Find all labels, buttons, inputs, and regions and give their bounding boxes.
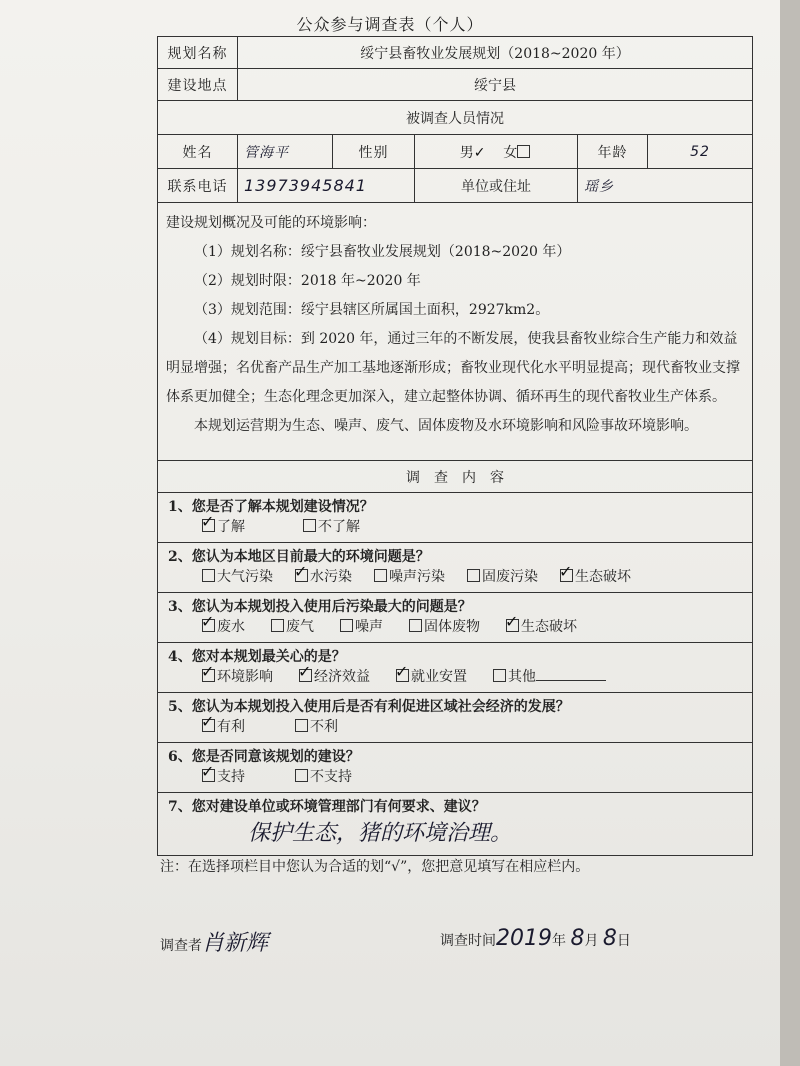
question-7-text: 7、您对建设单位或环境管理部门有何要求、建议？ [168, 799, 486, 815]
checkbox-checked-icon[interactable] [202, 619, 215, 632]
question-6-text: 6、您是否同意该规划的建设？ [168, 749, 360, 765]
checkbox-checked-icon[interactable] [396, 669, 409, 682]
question-3-options [168, 617, 742, 637]
phone-row [158, 169, 753, 203]
month-unit: 月 [584, 933, 599, 949]
option-q2-4[interactable]: 固废污染 [467, 567, 538, 587]
survey-heading: 调 查 内 容 [158, 461, 753, 493]
survey-heading-row [158, 461, 753, 493]
time-label: 调查时间 [440, 933, 496, 949]
survey-date [440, 926, 631, 951]
description-heading: 建设规划概况及可能的环境影响： [166, 215, 376, 231]
question-4-text: 4、您对本规划最关心的是？ [168, 649, 346, 665]
question-3-text: 3、您认为本规划投入使用后污染最大的问题是？ [168, 599, 472, 615]
option-q1-1[interactable]: ✓了解 [202, 517, 245, 537]
option-q3-5[interactable]: ✓ 生态破坏 [506, 617, 577, 637]
option-q3-3[interactable]: 噪声 [340, 617, 383, 637]
name-value: 管海平 [238, 135, 333, 169]
description-cell [158, 203, 753, 461]
description-item-3: （3）规划范围：绥宁县辖区所属国土面积，2927km2。 [194, 302, 550, 318]
option-q2-1[interactable]: 大气污染 [202, 567, 273, 587]
site-row [158, 69, 753, 101]
age-label: 年龄 [578, 135, 648, 169]
checkbox-checked-icon[interactable] [299, 669, 312, 682]
plan-name-value: 绥宁县畜牧业发展规划（2018~2020 年） [238, 37, 753, 69]
year-value: 2019 [496, 926, 552, 951]
day-value: 8 [602, 926, 617, 951]
checkbox-icon[interactable] [271, 619, 284, 632]
description-item-5: 本规划运营期为生态、噪声、废气、固体废物及水环境影响和风险事故环境影响。 [194, 418, 698, 434]
day-unit: 日 [616, 933, 631, 949]
checkbox-checked-icon[interactable] [202, 769, 215, 782]
question-2-options [168, 567, 742, 587]
option-q1-2[interactable]: 不了解 [303, 517, 360, 537]
site-value: 绥宁县 [238, 69, 753, 101]
checkbox-icon[interactable] [202, 569, 215, 582]
option-q4-4[interactable]: 其他 [493, 667, 606, 687]
question-row-5 [158, 693, 753, 743]
option-q3-2[interactable]: 废气 [271, 617, 314, 637]
question-5-text: 5、您认为本规划投入使用后是否有利促进区域社会经济的发展？ [168, 699, 570, 715]
gender-options [415, 135, 578, 169]
option-q2-5[interactable]: ✓ 生态破坏 [560, 567, 631, 587]
question-row-7 [158, 793, 753, 856]
checkbox-icon[interactable] [467, 569, 480, 582]
checkmark-icon: ✓ [473, 144, 486, 161]
phone-value: 13973945841 [238, 169, 415, 203]
site-label: 建设地点 [158, 69, 238, 101]
option-q3-4[interactable]: 固体废物 [409, 617, 480, 637]
footnote: 注：在选择项栏目中您认为合适的划“√”，您把意见填写在相应栏内。 [160, 859, 590, 875]
option-q2-3[interactable]: 噪声污染 [374, 567, 445, 587]
checkbox-checked-icon[interactable] [506, 619, 519, 632]
gender-female: 女 [503, 144, 518, 161]
option-q5-2[interactable]: 不利 [295, 717, 338, 737]
checkbox-icon[interactable] [303, 519, 316, 532]
option-q4-3[interactable]: ✓ 就业安置 [396, 667, 467, 687]
description-item-2: （2）规划时限：2018 年~2020 年 [194, 273, 421, 289]
checkbox-checked-icon[interactable] [202, 519, 215, 532]
description-row [158, 203, 753, 461]
year-unit: 年 [552, 933, 566, 949]
name-row [158, 135, 753, 169]
question-1-options [168, 517, 742, 537]
checkbox-icon[interactable] [295, 769, 308, 782]
description-item-1: （1）规划名称：绥宁县畜牧业发展规划（2018~2020 年） [194, 244, 571, 260]
checkbox-checked-icon[interactable] [202, 669, 215, 682]
plan-name-row [158, 37, 753, 69]
question-row-6 [158, 743, 753, 793]
age-value: 52 [648, 135, 753, 169]
checkbox-checked-icon[interactable] [560, 569, 573, 582]
checkbox-icon[interactable] [409, 619, 422, 632]
plan-name-label: 规划名称 [158, 37, 238, 69]
question-row-1 [158, 493, 753, 543]
month-value: 8 [570, 926, 585, 951]
suggestion-answer: 保护生态，猪的环境治理。 [248, 821, 513, 846]
respondent-section-title: 被调查人员情况 [158, 101, 753, 135]
respondent-section-row [158, 101, 753, 135]
checkbox-female[interactable] [517, 145, 530, 158]
survey-table [157, 36, 753, 856]
question-row-2 [158, 543, 753, 593]
description-item-4: （4）规划目标：到 2020 年，通过三年的不断发展，使我县畜牧业综合生产能力和效益明显增强；名优畜产品生产加工基地逐渐形成；畜牧业现代化水平明显提高；现代畜牧业支撑体系更加健全；生态化理念更加深入，建立起整体协调、循环再生的现代畜牧业生产体系。 [166, 331, 740, 405]
checkbox-icon[interactable] [493, 669, 506, 682]
phone-label: 联系电话 [158, 169, 238, 203]
question-6-options [168, 767, 742, 787]
name-label: 姓名 [158, 135, 238, 169]
question-row-4 [158, 643, 753, 693]
address-value: 瑶乡 [578, 169, 753, 203]
option-q5-1[interactable]: ✓有利 [202, 717, 245, 737]
surveyor-label: 调查者 [160, 938, 202, 954]
form-title: 公众参与调查表（个人） [296, 15, 484, 34]
question-1-text: 1、您是否了解本规划建设情况？ [168, 499, 374, 515]
gender-male: 男 [459, 144, 474, 161]
question-5-options [168, 717, 742, 737]
option-q6-2[interactable]: 不支持 [295, 767, 352, 787]
option-q4-1[interactable]: ✓环境影响 [202, 667, 273, 687]
checkbox-checked-icon[interactable] [295, 569, 308, 582]
surveyor-value: 肖新辉 [202, 931, 269, 956]
option-q3-1[interactable]: ✓废水 [202, 617, 245, 637]
checkbox-icon[interactable] [340, 619, 353, 632]
gender-label: 性别 [333, 135, 415, 169]
address-label: 单位或住址 [415, 169, 578, 203]
question-2-text: 2、您认为本地区目前最大的环境问题是？ [168, 549, 430, 565]
question-4-options [168, 667, 742, 687]
checkbox-icon[interactable] [374, 569, 387, 582]
checkbox-icon[interactable] [295, 719, 308, 732]
option-q4-2[interactable]: ✓ 经济效益 [299, 667, 370, 687]
question-row-3 [158, 593, 753, 643]
surveyor-signature [160, 926, 268, 957]
option-q6-1[interactable]: ✓支持 [202, 767, 245, 787]
option-q2-2[interactable]: ✓ 水污染 [295, 567, 352, 587]
checkbox-checked-icon[interactable] [202, 719, 215, 732]
other-blank-line[interactable] [536, 668, 606, 681]
